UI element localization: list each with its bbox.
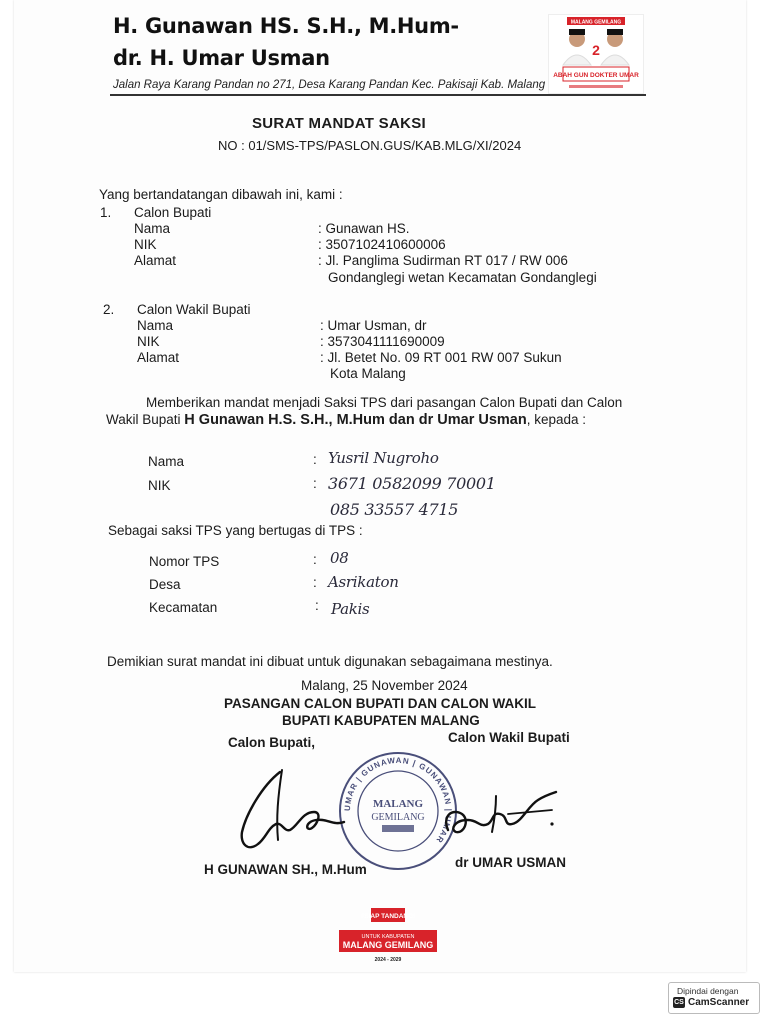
witness-phone: 085 33557 4715 (330, 500, 459, 519)
witness-colon-nik: : (313, 476, 317, 491)
tps-colon-nomor: : (313, 552, 317, 567)
camscanner-line2: CamScanner (688, 997, 750, 1008)
mandate-prefix: Wakil Bupati (106, 412, 181, 427)
tps-value-desa: Asrikaton (328, 573, 399, 591)
party2-value-alamat: : Jl. Betet No. 09 RT 001 RW 007 Sukun (320, 350, 562, 365)
witness-value-nik: 3671 0582099 70001 (328, 474, 496, 493)
party2-value-nama: : Umar Usman, dr (320, 318, 427, 333)
place-date: Malang, 25 November 2024 (301, 678, 468, 693)
candidate-photo (548, 14, 644, 94)
sign-right-name: dr UMAR USMAN (455, 855, 566, 870)
org-line1: PASANGAN CALON BUPATI DAN CALON WAKIL (224, 696, 536, 711)
photo-banner: MALANG GEMILANG (570, 19, 622, 26)
intro-text: Yang bertandatangan dibawah ini, kami : (99, 187, 343, 202)
party2-label-alamat: Alamat (137, 350, 180, 365)
tps-colon-kecamatan: : (315, 598, 319, 613)
tps-colon-desa: : (313, 575, 317, 590)
sign-left-role: Calon Bupati, (228, 735, 315, 750)
logo-tag: #SIAP TANDANG! (360, 913, 416, 920)
stamp-center-line1: MALANG (372, 798, 424, 810)
party2-index: 2. (103, 302, 115, 317)
logo-sub: UNTUK KABUPATEN (361, 934, 415, 940)
mandate-line1: Memberikan mandat menjadi Saksi TPS dari pasangan Calon Bupati dan Calon (146, 395, 623, 410)
witness-label-nik: NIK (148, 478, 171, 493)
document-number: NO : 01/SMS-TPS/PASLON.GUS/KAB.MLG/XI/2024 (218, 138, 522, 153)
signature-left (232, 766, 352, 856)
party1-value-nik: : 3507102410600006 (318, 237, 446, 252)
witness-label-nama: Nama (148, 454, 185, 469)
party1-label-alamat: Alamat (134, 253, 177, 268)
tps-value-nomor: 08 (330, 549, 349, 567)
party2-label-nama: Nama (137, 318, 174, 333)
party1-index: 1. (100, 205, 112, 220)
mandate-candidate-names: H Gunawan H.S. S.H., M.Hum dan dr Umar Usman (184, 412, 527, 428)
party2-label-nik: NIK (137, 334, 160, 349)
party2-role: Calon Wakil Bupati (137, 302, 251, 317)
document-title: SURAT MANDAT SAKSI (252, 115, 427, 132)
party1-value-alamat: : Jl. Panglima Sudirman RT 017 / RW 006 (318, 253, 568, 268)
logo-years: 2024 - 2029 (374, 957, 402, 963)
camscanner-line1: Dipindai dengan (677, 986, 739, 996)
mandate-line2 (106, 412, 586, 428)
party2-value-nik: : 3573041111690009 (320, 334, 445, 349)
logo-main: MALANG GEMILANG (342, 940, 434, 950)
signature-right (434, 776, 564, 846)
sign-left-name: H GUNAWAN SH., M.Hum (204, 862, 367, 877)
tps-label-kecamatan: Kecamatan (149, 600, 218, 615)
tps-intro: Sebagai saksi TPS yang bertugas di TPS : (108, 523, 363, 538)
stamp-center-line2: GEMILANG (371, 812, 425, 823)
stamp-ring-text: UMAR | GUNAWAN | GUNAWAN | UMAR (342, 755, 454, 845)
photo-number: 2 (592, 42, 600, 58)
party1-label-nik: NIK (134, 237, 157, 252)
campaign-logo (333, 906, 443, 966)
header-name-line1: H. Gunawan HS. S.H., M.Hum- (113, 14, 459, 38)
witness-colon-nama: : (313, 452, 317, 467)
mandate-suffix: , kepada : (526, 412, 587, 427)
closing-text: Demikian surat mandat ini dibuat untuk digunakan sebagaimana mestinya. (107, 654, 553, 669)
header-name-line2: dr. H. Umar Usman (113, 46, 330, 70)
tps-label-desa: Desa (149, 577, 181, 592)
camscanner-icon: CS (674, 999, 684, 1006)
camscanner-badge (668, 982, 760, 1014)
party2-address-cont: Kota Malang (330, 366, 406, 381)
tps-label-nomor: Nomor TPS (149, 554, 220, 569)
tps-value-kecamatan: Pakis (331, 600, 370, 618)
photo-caption: ABAH GUN DOKTER UMAR (553, 72, 639, 79)
party1-role: Calon Bupati (134, 205, 212, 220)
header-address: Jalan Raya Karang Pandan no 271, Desa Karang Pandan Kec. Pakisaji Kab. Malang (113, 79, 546, 91)
sign-right-role: Calon Wakil Bupati (448, 730, 570, 745)
org-line2: BUPATI KABUPATEN MALANG (282, 713, 480, 728)
witness-value-nama: Yusril Nugroho (328, 449, 439, 467)
party1-value-nama: : Gunawan HS. (318, 221, 410, 236)
party1-address-cont: Gondanglegi wetan Kecamatan Gondanglegi (328, 270, 597, 285)
party1-label-nama: Nama (134, 221, 171, 236)
